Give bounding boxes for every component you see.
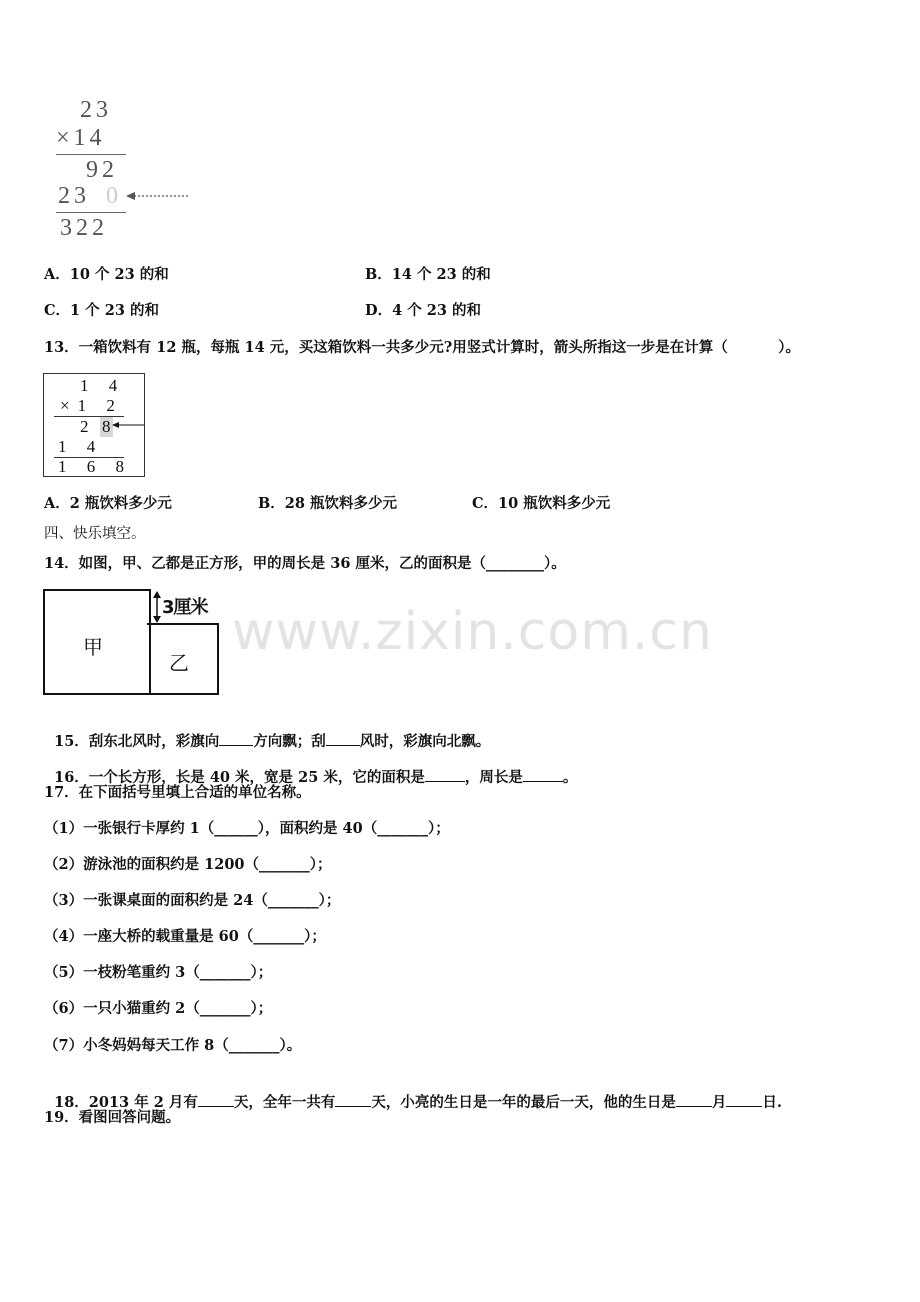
fig13-row1: 1 4 <box>80 376 126 395</box>
label-jia: 甲 <box>83 635 103 659</box>
fig12-row2: ×14 <box>56 125 106 151</box>
q14-text: 14．如图，甲、乙都是正方形，甲的周长是 36 厘米，乙的面积是（________）。 <box>44 555 566 572</box>
q13-option-b: B．28 瓶饮料多少元 <box>258 495 397 512</box>
q18-blank-feb-days[interactable] <box>198 1092 234 1107</box>
q12-figure <box>52 96 192 246</box>
q15-text <box>44 711 490 752</box>
fig13-row5: 1 6 8 <box>58 457 132 476</box>
q18-part5: 日. <box>762 1094 782 1111</box>
q18-blank-month[interactable] <box>676 1092 712 1107</box>
fig13-row3b: 8 <box>102 417 111 436</box>
q15-blank2[interactable] <box>326 731 360 746</box>
q12-option-a: A．10 个 23 的和 <box>44 266 169 283</box>
dimension-label: 3厘米 <box>162 597 208 618</box>
q12-option-d: D．4 个 23 的和 <box>365 302 481 319</box>
q13-option-c: C．10 瓶饮料多少元 <box>472 495 611 512</box>
q18-part4: 月 <box>711 1094 727 1111</box>
fig12-line1 <box>56 154 126 155</box>
q13-text: 13．一箱饮料有 12 瓶，每瓶 14 元，买这箱饮料一共多少元?用竖式计算时，箭头所指这一步是在计算（ ）。 <box>44 339 800 356</box>
q16-part1: 16．一个长方形，长是 40 米，宽是 25 米，它的面积是 <box>54 769 425 786</box>
q13-option-a: A．2 瓶饮料多少元 <box>44 495 172 512</box>
q17-item-4: （4）一座大桥的载重量是 60（_______）； <box>44 928 326 945</box>
q16-blank1[interactable] <box>425 767 465 782</box>
q15-part2: 方向飘；刮 <box>253 733 326 750</box>
q16-part3: 。 <box>562 769 578 786</box>
fig13-row4: 1 4 <box>58 437 104 456</box>
q17-item-6: （6）一只小猫重约 2（_______）； <box>44 1000 273 1017</box>
fig12-arrow-icon <box>126 190 190 202</box>
fig12-dotted-zero: 0 <box>106 183 122 209</box>
watermark: www.zixin.com.cn <box>232 602 713 662</box>
q18-part3: 天，小亮的生日是一年的最后一天，他的生日是 <box>371 1094 676 1111</box>
q17-item-2: （2）游泳池的面积约是 1200（_______）； <box>44 856 332 873</box>
q19-text: 19．看图回答问题。 <box>44 1109 181 1126</box>
section-4-title: 四、快乐填空。 <box>44 526 146 542</box>
fig13-row2: ×1 2 <box>60 396 123 415</box>
q18-part1: 18．2013 年 2 月有 <box>54 1094 198 1111</box>
q17-item-7: （7）小冬妈妈每天工作 8（_______）。 <box>44 1037 302 1054</box>
fig12-row1: 23 <box>80 97 112 123</box>
fig13-arrow-icon <box>112 420 144 430</box>
q18-blank-year-days[interactable] <box>335 1092 371 1107</box>
q18-part2: 天，全年一共有 <box>233 1094 336 1111</box>
fig12-line2 <box>56 212 126 213</box>
q12-option-c: C．1 个 23 的和 <box>44 302 159 319</box>
q13-figure <box>43 373 145 477</box>
q12-option-b: B．14 个 23 的和 <box>365 266 491 283</box>
q17-item-5: （5）一枝粉笔重约 3（_______）； <box>44 964 273 981</box>
fig12-row3: 92 <box>86 157 118 183</box>
fig13-row3a: 2 <box>80 417 97 436</box>
q15-part3: 风时，彩旗向北飘。 <box>359 733 491 750</box>
fig12-row5: 322 <box>60 215 108 241</box>
q17-item-1: （1）一张银行卡厚约 1（______），面积约是 40（_______）； <box>44 820 450 837</box>
q15-part1: 15．刮东北风时，彩旗向 <box>54 733 220 750</box>
q16-part2: ，周长是 <box>464 769 523 786</box>
q14-figure <box>43 589 223 695</box>
q18-blank-day[interactable] <box>726 1092 762 1107</box>
q17-item-3: （3）一张课桌面的面积约是 24（_______）； <box>44 892 341 909</box>
q15-blank1[interactable] <box>219 731 253 746</box>
q17-text: 17．在下面括号里填上合适的单位名称。 <box>44 784 311 801</box>
q16-blank2[interactable] <box>523 767 563 782</box>
q16-text <box>44 747 577 788</box>
label-yi: 乙 <box>169 651 189 675</box>
q18-text <box>44 1072 782 1113</box>
fig12-row4: 23 <box>58 183 90 209</box>
